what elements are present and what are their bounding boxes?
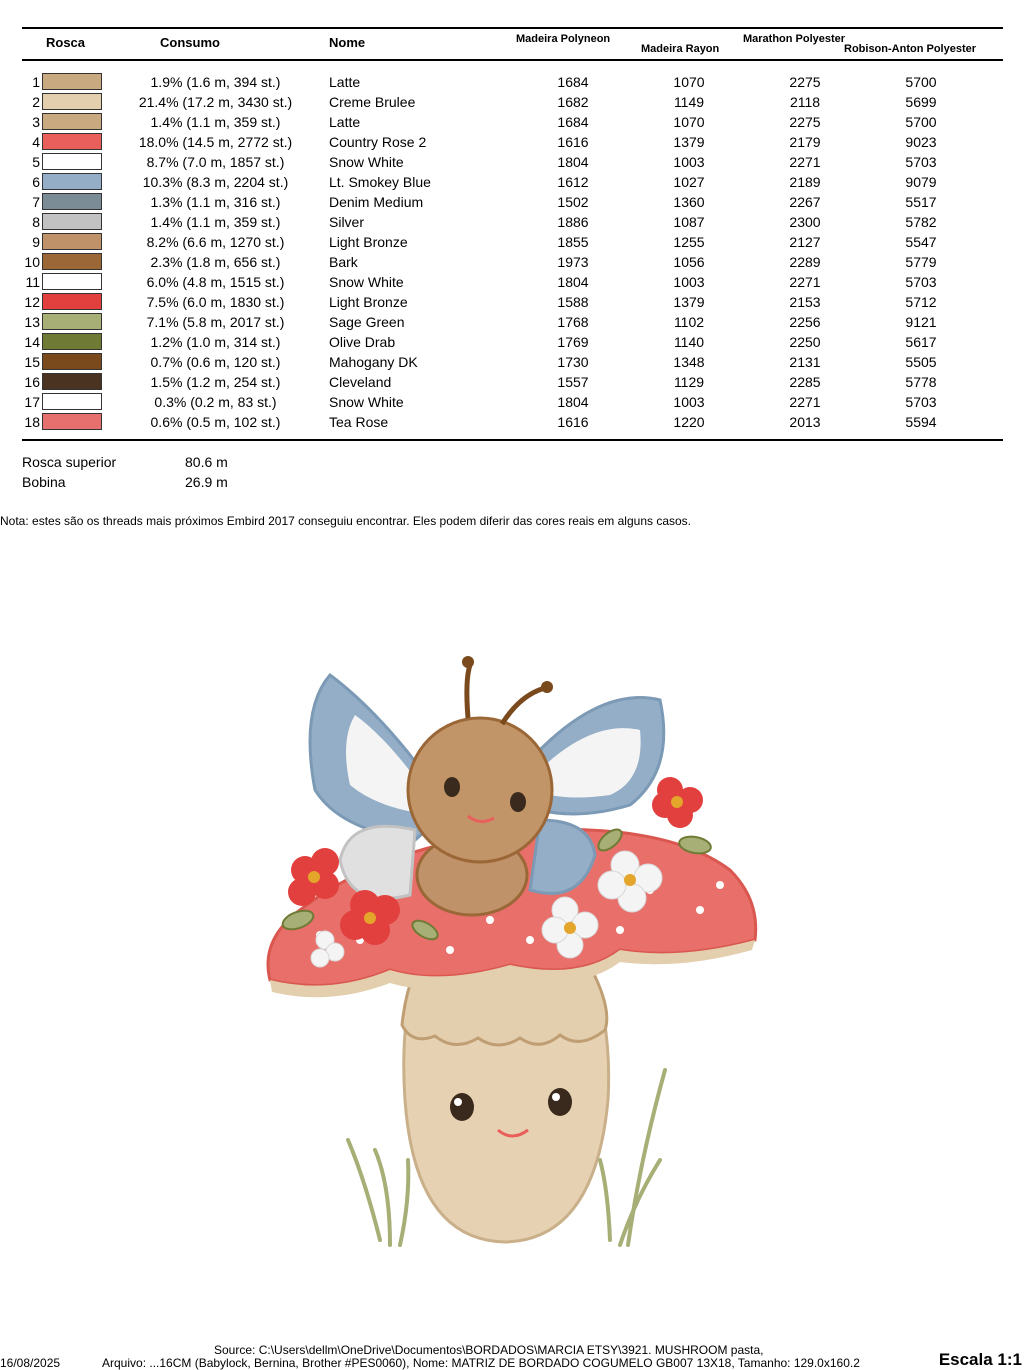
- table-row: [0, 112, 1024, 132]
- thread-name-cell: Lt. Smokey Blue: [329, 174, 431, 190]
- robison-anton-cell: 5505: [905, 354, 937, 370]
- thread-name-cell: Latte: [329, 114, 361, 130]
- thread-name-cell: Bark: [329, 254, 358, 270]
- robison-anton-cell: 5703: [905, 394, 937, 410]
- color-swatch: [42, 153, 102, 170]
- marathon-polyester-cell: 2275: [789, 114, 821, 130]
- table-row: [0, 132, 1024, 152]
- madeira-polyneon-cell: 1886: [557, 214, 589, 230]
- consumo-cell: 0.3% (0.2 m, 83 st.): [154, 394, 277, 410]
- thread-number: 10: [24, 254, 40, 270]
- thread-name-cell: Snow White: [329, 394, 404, 410]
- madeira-polyneon-cell: 1769: [557, 334, 589, 350]
- robison-anton-cell: 5782: [905, 214, 937, 230]
- consumo-cell: 1.2% (1.0 m, 314 st.): [150, 334, 281, 350]
- color-swatch: [42, 133, 102, 150]
- thread-number: 1: [32, 74, 40, 90]
- madeira-polyneon-cell: 1804: [557, 154, 589, 170]
- header-nome: Nome: [329, 35, 366, 50]
- thread-number: 12: [24, 294, 40, 310]
- bobina-label: Bobina: [22, 474, 66, 490]
- table-row: [0, 172, 1024, 192]
- robison-anton-cell: 5703: [905, 154, 937, 170]
- consumo-cell: 8.2% (6.6 m, 1270 st.): [146, 234, 285, 250]
- thread-number: 2: [32, 94, 40, 110]
- madeira-polyneon-cell: 1855: [557, 234, 589, 250]
- bottom-rule: [22, 439, 1003, 441]
- marathon-polyester-cell: 2189: [789, 174, 821, 190]
- marathon-polyester-cell: 2300: [789, 214, 821, 230]
- color-swatch: [42, 233, 102, 250]
- marathon-polyester-cell: 2285: [789, 374, 821, 390]
- header-marathon-polyester: Marathon Polyester: [743, 33, 846, 45]
- color-swatch: [42, 73, 102, 90]
- consumo-cell: 0.6% (0.5 m, 102 st.): [150, 414, 281, 430]
- thread-number: 5: [32, 154, 40, 170]
- thread-number: 18: [24, 414, 40, 430]
- embroidery-preview-image: [240, 640, 770, 1250]
- consumo-cell: 7.5% (6.0 m, 1830 st.): [146, 294, 285, 310]
- thread-name-cell: Light Bronze: [329, 294, 408, 310]
- footer-source: Source: C:\Users\dellm\OneDrive\Documentos\BORDADOS\MARCIA ETSY\3921. MUSHROOM pasta,: [214, 1343, 764, 1357]
- consumo-cell: 1.5% (1.2 m, 254 st.): [150, 374, 281, 390]
- consumo-cell: 21.4% (17.2 m, 3430 st.): [138, 94, 293, 110]
- madeira-polyneon-cell: 1612: [557, 174, 589, 190]
- robison-anton-cell: 5517: [905, 194, 937, 210]
- table-row: [0, 92, 1024, 112]
- marathon-polyester-cell: 2250: [789, 334, 821, 350]
- madeira-polyneon-cell: 1684: [557, 114, 589, 130]
- consumo-cell: 2.3% (1.8 m, 656 st.): [150, 254, 281, 270]
- thread-name-cell: Tea Rose: [329, 414, 389, 430]
- color-swatch: [42, 273, 102, 290]
- color-swatch: [42, 93, 102, 110]
- madeira-rayon-cell: 1056: [673, 254, 705, 270]
- thread-number: 16: [24, 374, 40, 390]
- color-swatch: [42, 113, 102, 130]
- madeira-polyneon-cell: 1804: [557, 274, 589, 290]
- header-madeira-rayon: Madeira Rayon: [641, 43, 720, 55]
- madeira-polyneon-cell: 1804: [557, 394, 589, 410]
- header-robison-anton: Robison-Anton Polyester: [844, 43, 977, 55]
- madeira-polyneon-cell: 1588: [557, 294, 589, 310]
- table-row: [0, 292, 1024, 312]
- consumo-cell: 10.3% (8.3 m, 2204 st.): [142, 174, 289, 190]
- marathon-polyester-cell: 2118: [789, 94, 821, 110]
- madeira-rayon-cell: 1348: [673, 354, 705, 370]
- madeira-rayon-cell: 1003: [673, 154, 705, 170]
- madeira-rayon-cell: 1102: [673, 314, 705, 330]
- madeira-rayon-cell: 1255: [673, 234, 705, 250]
- top-rule: [22, 27, 1003, 29]
- footer-arquivo: Arquivo: ...16CM (Babylock, Bernina, Brother #PES0060), Nome: MATRIZ DE BORDADO COGUMELO GB007 13X18, Tamanho: 129.0x160.2: [102, 1356, 860, 1370]
- color-swatch: [42, 333, 102, 350]
- thread-number: 11: [25, 274, 40, 290]
- marathon-polyester-cell: 2153: [789, 294, 821, 310]
- thread-number: 17: [24, 394, 40, 410]
- madeira-polyneon-cell: 1682: [557, 94, 589, 110]
- thread-name-cell: Denim Medium: [329, 194, 424, 210]
- madeira-polyneon-cell: 1973: [557, 254, 589, 270]
- madeira-rayon-cell: 1140: [673, 334, 705, 350]
- color-swatch: [42, 393, 102, 410]
- robison-anton-cell: 5699: [905, 94, 937, 110]
- madeira-rayon-cell: 1070: [673, 114, 705, 130]
- robison-anton-cell: 5779: [905, 254, 937, 270]
- table-row: [0, 412, 1024, 432]
- marathon-polyester-cell: 2275: [789, 74, 821, 90]
- table-row: [0, 352, 1024, 372]
- consumo-cell: 1.3% (1.1 m, 316 st.): [150, 194, 281, 210]
- madeira-polyneon-cell: 1684: [557, 74, 589, 90]
- header-consumo: Consumo: [160, 35, 220, 50]
- madeira-polyneon-cell: 1616: [557, 414, 589, 430]
- consumo-cell: 6.0% (4.8 m, 1515 st.): [146, 274, 285, 290]
- header-madeira-polyneon: Madeira Polyneon: [516, 33, 611, 45]
- thread-name-cell: Country Rose 2: [329, 134, 427, 150]
- thread-number: 9: [32, 234, 40, 250]
- note-text: Nota: estes são os threads mais próximos Embird 2017 conseguiu encontrar. Eles podem diferir das cores reais em alguns casos.: [0, 514, 692, 528]
- madeira-rayon-cell: 1027: [673, 174, 705, 190]
- table-row: [0, 212, 1024, 232]
- madeira-polyneon-cell: 1502: [557, 194, 589, 210]
- header-rosca: Rosca: [46, 35, 86, 50]
- header-rule: [22, 59, 1003, 61]
- color-swatch: [42, 313, 102, 330]
- marathon-polyester-cell: 2013: [789, 414, 821, 430]
- madeira-rayon-cell: 1129: [673, 374, 705, 390]
- thread-number: 6: [32, 174, 40, 190]
- robison-anton-cell: 5700: [905, 74, 937, 90]
- color-swatch: [42, 293, 102, 310]
- robison-anton-cell: 5703: [905, 274, 937, 290]
- footer-date: 16/08/2025: [0, 1356, 61, 1370]
- marathon-polyester-cell: 2256: [789, 314, 821, 330]
- robison-anton-cell: 9079: [905, 174, 937, 190]
- madeira-rayon-cell: 1070: [673, 74, 705, 90]
- thread-name-cell: Silver: [329, 214, 365, 230]
- madeira-polyneon-cell: 1557: [557, 374, 589, 390]
- thread-number: 14: [24, 334, 40, 350]
- consumo-cell: 18.0% (14.5 m, 2772 st.): [138, 134, 293, 150]
- madeira-polyneon-cell: 1616: [557, 134, 589, 150]
- marathon-polyester-cell: 2179: [789, 134, 821, 150]
- color-swatch: [42, 213, 102, 230]
- madeira-rayon-cell: 1379: [673, 134, 705, 150]
- madeira-rayon-cell: 1220: [673, 414, 705, 430]
- color-swatch: [42, 253, 102, 270]
- table-row: [0, 332, 1024, 352]
- thread-number: 3: [32, 114, 40, 130]
- color-swatch: [42, 353, 102, 370]
- consumo-cell: 0.7% (0.6 m, 120 st.): [150, 354, 281, 370]
- robison-anton-cell: 9023: [905, 134, 937, 150]
- table-row: [0, 232, 1024, 252]
- color-swatch: [42, 173, 102, 190]
- madeira-rayon-cell: 1003: [673, 274, 705, 290]
- table-row: [0, 312, 1024, 332]
- consumo-cell: 8.7% (7.0 m, 1857 st.): [146, 154, 285, 170]
- consumo-cell: 7.1% (5.8 m, 2017 st.): [146, 314, 285, 330]
- color-swatch: [42, 373, 102, 390]
- marathon-polyester-cell: 2271: [789, 274, 821, 290]
- table-row: [0, 152, 1024, 172]
- robison-anton-cell: 9121: [905, 314, 937, 330]
- table-row: [0, 272, 1024, 292]
- madeira-rayon-cell: 1379: [673, 294, 705, 310]
- marathon-polyester-cell: 2131: [789, 354, 821, 370]
- thread-name-cell: Snow White: [329, 154, 404, 170]
- thread-number: 15: [24, 354, 40, 370]
- madeira-rayon-cell: 1149: [673, 94, 705, 110]
- thread-name-cell: Cleveland: [329, 374, 392, 390]
- rosca-superior-value: 80.6 m: [185, 454, 228, 470]
- robison-anton-cell: 5700: [905, 114, 937, 130]
- footer-scale: Escala 1:1: [938, 1350, 1022, 1369]
- rosca-superior-label: Rosca superior: [22, 454, 117, 470]
- marathon-polyester-cell: 2271: [789, 394, 821, 410]
- marathon-polyester-cell: 2267: [789, 194, 821, 210]
- robison-anton-cell: 5712: [905, 294, 937, 310]
- robison-anton-cell: 5594: [905, 414, 937, 430]
- madeira-rayon-cell: 1360: [673, 194, 705, 210]
- robison-anton-cell: 5778: [905, 374, 937, 390]
- consumo-cell: 1.4% (1.1 m, 359 st.): [150, 214, 281, 230]
- robison-anton-cell: 5547: [905, 234, 937, 250]
- table-row: [0, 392, 1024, 412]
- color-swatch: [42, 413, 102, 430]
- table-row: [0, 72, 1024, 92]
- madeira-polyneon-cell: 1768: [557, 314, 589, 330]
- madeira-rayon-cell: 1003: [673, 394, 705, 410]
- table-row: [0, 372, 1024, 392]
- consumo-cell: 1.4% (1.1 m, 359 st.): [150, 114, 281, 130]
- thread-number: 7: [32, 194, 40, 210]
- table-row: [0, 192, 1024, 212]
- thread-name-cell: Light Bronze: [329, 234, 408, 250]
- thread-number: 13: [24, 314, 40, 330]
- thread-name-cell: Olive Drab: [329, 334, 396, 350]
- thread-number: 8: [32, 214, 40, 230]
- marathon-polyester-cell: 2289: [789, 254, 821, 270]
- thread-name-cell: Snow White: [329, 274, 404, 290]
- madeira-rayon-cell: 1087: [673, 214, 705, 230]
- consumo-cell: 1.9% (1.6 m, 394 st.): [150, 74, 281, 90]
- thread-name-cell: Mahogany DK: [329, 354, 418, 370]
- marathon-polyester-cell: 2271: [789, 154, 821, 170]
- robison-anton-cell: 5617: [905, 334, 937, 350]
- thread-name-cell: Sage Green: [329, 314, 405, 330]
- table-row: [0, 252, 1024, 272]
- thread-name-cell: Latte: [329, 74, 361, 90]
- thread-number: 4: [32, 134, 40, 150]
- thread-name-cell: Creme Brulee: [329, 94, 416, 110]
- color-swatch: [42, 193, 102, 210]
- marathon-polyester-cell: 2127: [789, 234, 821, 250]
- bobina-value: 26.9 m: [185, 474, 228, 490]
- madeira-polyneon-cell: 1730: [557, 354, 589, 370]
